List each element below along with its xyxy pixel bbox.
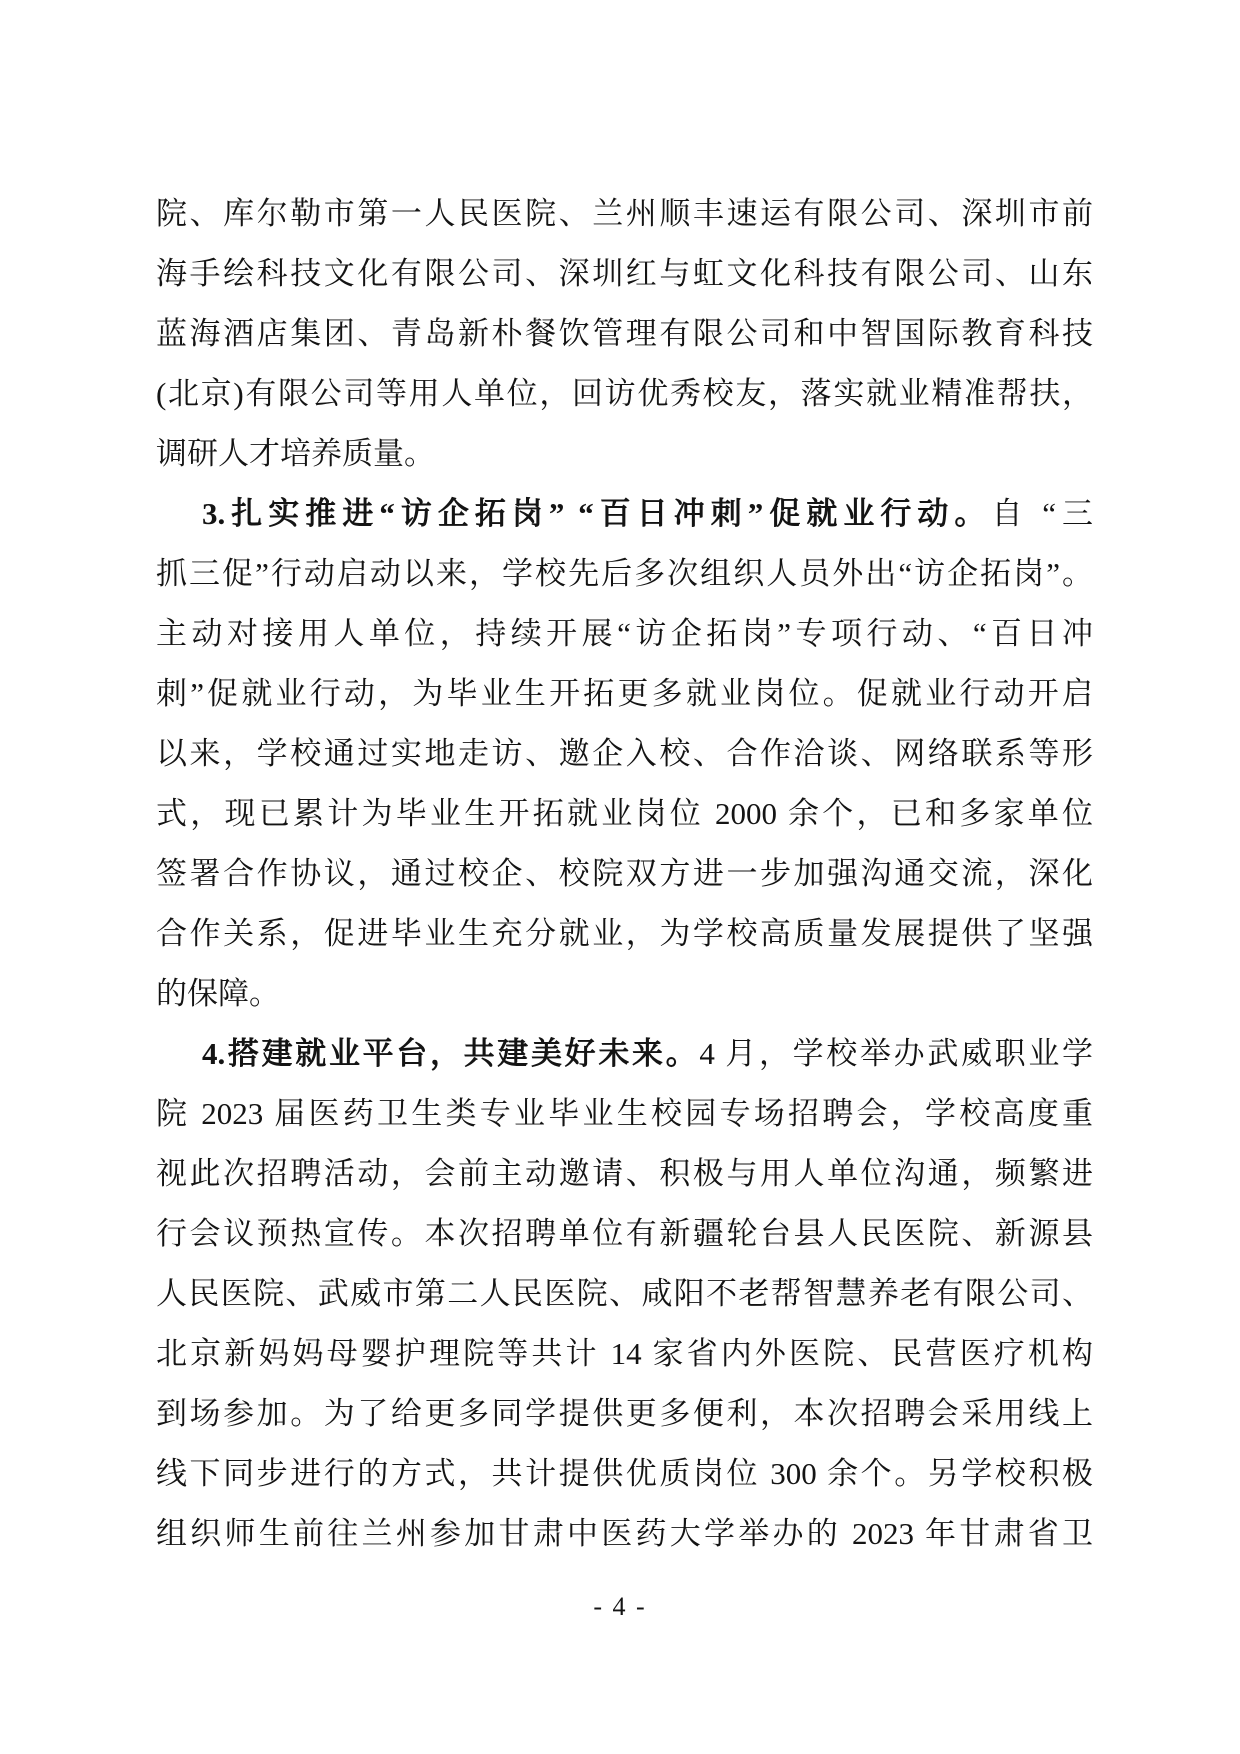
text-line: 以来，学校通过实地走访、邀企入校、合作洽谈、网络联系等形	[156, 736, 1093, 771]
document-body	[156, 184, 1093, 1564]
text-line	[156, 484, 1093, 544]
text-line: 调研人才培养质量。	[156, 436, 435, 471]
text-segment: 4 月，学校举办武威职业学	[699, 1036, 1093, 1071]
text-line: 行会议预热宣传。本次招聘单位有新疆轮台县人民医院、新源县	[156, 1216, 1093, 1251]
page-number: - 4 -	[593, 1592, 647, 1621]
text-line	[156, 1024, 1093, 1084]
text-line: 到场参加。为了给更多同学提供更多便利，本次招聘会采用线上	[156, 1396, 1093, 1431]
text-line: 蓝海酒店集团、青岛新朴餐饮管理有限公司和中智国际教育科技	[156, 316, 1093, 351]
text-line: 院、库尔勒市第一人民医院、兰州顺丰速运有限公司、深圳市前	[156, 196, 1093, 231]
text-line: 视此次招聘活动，会前主动邀请、积极与用人单位沟通，频繁进	[156, 1156, 1093, 1191]
section-heading: 3.扎实推进“访企拓岗” “百日冲刺”促就业行动。	[202, 496, 992, 531]
text-line: 院 2023 届医药卫生类专业毕业生校园专场招聘会，学校高度重	[156, 1096, 1093, 1131]
text-line: 人民医院、武威市第二人民医院、咸阳不老帮智慧养老有限公司、	[156, 1276, 1093, 1311]
text-line: 主动对接用人单位，持续开展“访企拓岗”专项行动、“百日冲	[156, 616, 1093, 651]
text-segment: 自 “三	[991, 496, 1093, 531]
section-heading: 4.搭建就业平台，共建美好未来。	[202, 1036, 700, 1071]
text-line: 组织师生前往兰州参加甘肃中医药大学举办的 2023 年甘肃省卫	[156, 1516, 1093, 1551]
text-line: 刺”促就业行动，为毕业生开拓更多就业岗位。促就业行动开启	[156, 676, 1093, 711]
text-line: 北京新妈妈母婴护理院等共计 14 家省内外医院、民营医疗机构	[156, 1336, 1093, 1371]
text-line: 签署合作协议，通过校企、校院双方进一步加强沟通交流，深化	[156, 856, 1093, 891]
text-line: 式，现已累计为毕业生开拓就业岗位 2000 余个，已和多家单位	[156, 796, 1093, 831]
text-line: 海手绘科技文化有限公司、深圳红与虹文化科技有限公司、山东	[156, 256, 1093, 291]
text-line: 抓三促”行动启动以来，学校先后多次组织人员外出“访企拓岗”。	[156, 556, 1093, 591]
text-line: 合作关系，促进毕业生充分就业，为学校高质量发展提供了坚强	[156, 916, 1093, 951]
text-line: 的保障。	[156, 976, 280, 1011]
text-line: (北京)有限公司等用人单位，回访优秀校友，落实就业精准帮扶，	[156, 376, 1093, 411]
text-line: 线下同步进行的方式，共计提供优质岗位 300 余个。另学校积极	[156, 1456, 1093, 1491]
